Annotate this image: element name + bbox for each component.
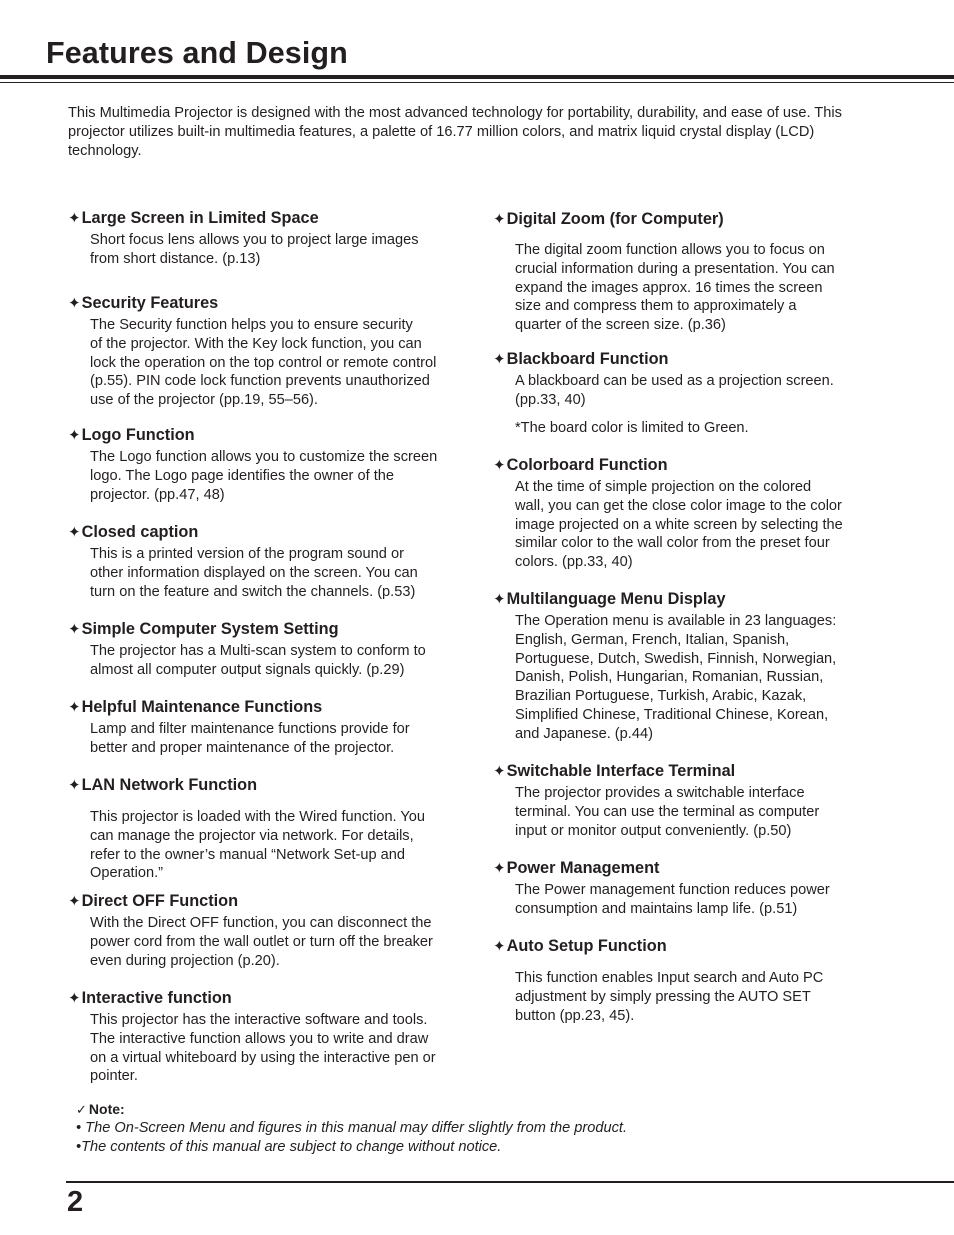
feature-heading [68, 697, 468, 718]
feature-section [493, 455, 878, 572]
four-point-star-bullet-icon: ✦ [493, 211, 506, 228]
feature-description-line: other information displayed on the screen. You can [90, 564, 418, 581]
four-point-star-bullet-icon: ✦ [68, 777, 81, 794]
feature-description-line: logo. The Logo page identifies the owner of the [90, 467, 394, 484]
feature-heading-text: LAN Network Function [81, 776, 258, 794]
feature-heading [68, 619, 468, 640]
feature-description [515, 372, 878, 410]
feature-description-line: button (pp.23, 45). [515, 1007, 635, 1024]
four-point-star-bullet-icon: ✦ [493, 938, 506, 955]
feature-description-line: size and compress them to approximately a [515, 298, 797, 315]
feature-heading-text: Closed caption [81, 523, 199, 541]
title-rule-thin [0, 82, 954, 83]
feature-description [515, 784, 878, 840]
feature-section [68, 293, 468, 410]
feature-section [493, 936, 878, 1025]
feature-heading [68, 891, 468, 912]
feature-description-line: The interactive function allows you to write and draw [90, 1030, 429, 1047]
feature-description-line: Brazilian Portuguese, Turkish, Arabic, Kazak, [515, 688, 807, 705]
feature-heading-text: Logo Function [81, 426, 195, 444]
feature-description [515, 612, 878, 744]
four-point-star-bullet-icon: ✦ [493, 457, 506, 474]
feature-description-line: This is a printed version of the program sound or [90, 546, 404, 562]
feature-heading-text: Switchable Interface Terminal [506, 762, 736, 780]
feature-description-line: wall, you can get the close color image to the color [515, 497, 842, 514]
feature-description-line: The Security function helps you to ensure security [90, 317, 413, 333]
note-line: •The contents of this manual are subject to change without notice. [76, 1139, 502, 1155]
feature-description-line: refer to the owner’s manual “Network Set-up and [90, 846, 406, 863]
feature-description-line: use of the projector (pp.19, 55–56). [90, 392, 318, 409]
feature-heading-text: Direct OFF Function [81, 892, 239, 910]
feature-heading [493, 936, 878, 957]
note-box [76, 1100, 876, 1157]
feature-heading-text: Interactive function [81, 989, 232, 1007]
feature-description-line: Simplified Chinese, Traditional Chinese, Korean, [515, 706, 829, 723]
feature-description-line: (p.55). PIN code lock function prevents unauthorized [90, 373, 430, 390]
feature-description-line: This projector has the interactive software and tools. [90, 1012, 428, 1028]
feature-heading [68, 293, 468, 314]
feature-heading [68, 775, 468, 796]
feature-heading [68, 425, 468, 446]
feature-section [68, 775, 468, 883]
feature-description-line: The projector has a Multi-scan system to conform to [90, 643, 426, 659]
feature-description-line: At the time of simple projection on the colored [515, 479, 812, 495]
feature-section [68, 425, 468, 504]
title-rule [0, 75, 954, 79]
feature-heading-text: Simple Computer System Setting [81, 620, 339, 638]
feature-description [515, 881, 878, 919]
feature-description-line: Danish, Polish, Hungarian, Romanian, Russian, [515, 669, 824, 686]
feature-heading-text: Power Management [506, 859, 660, 877]
note-label [76, 1100, 876, 1119]
feature-description-line: Portuguese, Dutch, Swedish, Finnish, Norwegian, [515, 650, 837, 667]
feature-heading [68, 522, 468, 543]
feature-description-line: expand the images approx. 16 times the screen [515, 279, 823, 296]
feature-description-line: This projector is loaded with the Wired function. You [90, 809, 426, 825]
feature-description-line: quarter of the screen size. (p.36) [515, 317, 726, 334]
four-point-star-bullet-icon: ✦ [68, 295, 81, 312]
feature-description [515, 969, 878, 1025]
feature-description-line: better and proper maintenance of the projector. [90, 739, 395, 756]
four-point-star-bullet-icon: ✦ [68, 621, 81, 638]
checkmark-icon: ✓ [76, 1102, 87, 1117]
feature-heading [493, 858, 878, 879]
feature-description-line: Operation.” [90, 865, 164, 882]
feature-section [493, 209, 878, 335]
feature-description-line: on a virtual whiteboard by using the interactive pen or [90, 1049, 436, 1066]
feature-description-line: from short distance. (p.13) [90, 250, 261, 267]
feature-section [68, 208, 468, 269]
feature-heading-text: Security Features [81, 294, 219, 312]
feature-description-line: consumption and maintains lamp life. (p.51) [515, 900, 798, 917]
feature-description [90, 448, 468, 504]
intro-paragraph: This Multimedia Projector is designed with the most advanced technology for portability, durability, and ease of use. This projector utilizes built-in multimedia features, a palette of 16.77 million colors, and matrix liquid crystal display (LCD) technology. [68, 105, 842, 159]
feature-heading-text: Multilanguage Menu Display [506, 590, 726, 608]
feature-description [90, 1011, 468, 1086]
feature-description-line: The projector provides a switchable interface [515, 785, 805, 801]
feature-heading [493, 209, 878, 230]
feature-section [493, 589, 878, 744]
page-title: Features and Design [46, 36, 348, 70]
feature-description-line: colors. (pp.33, 40) [515, 554, 633, 571]
note-line: • The On-Screen Menu and figures in this manual may differ slightly from the product. [76, 1120, 628, 1136]
feature-description-line: adjustment by simply pressing the AUTO SET [515, 988, 811, 1005]
feature-footnote: *The board color is limited to Green. [515, 419, 749, 436]
feature-description-line: of the projector. With the Key lock function, you can [90, 335, 422, 352]
feature-heading [68, 208, 468, 229]
feature-description-line: Lamp and filter maintenance functions provide for [90, 721, 410, 737]
feature-heading [68, 988, 468, 1009]
feature-description-line: and Japanese. (p.44) [515, 725, 653, 742]
feature-heading [493, 349, 878, 370]
four-point-star-bullet-icon: ✦ [493, 351, 506, 368]
feature-section [68, 697, 468, 758]
feature-description-line: turn on the feature and switch the channels. (p.53) [90, 583, 416, 600]
footer-rule [66, 1181, 954, 1183]
four-point-star-bullet-icon: ✦ [493, 591, 506, 608]
feature-section [493, 761, 878, 840]
feature-heading-text: Helpful Maintenance Functions [81, 698, 323, 716]
feature-description-line: crucial information during a presentation. You can [515, 260, 835, 277]
feature-heading [493, 761, 878, 782]
feature-description [90, 316, 468, 410]
feature-description-line: This function enables Input search and Auto PC [515, 970, 824, 986]
feature-heading [493, 455, 878, 476]
feature-heading-text: Auto Setup Function [506, 937, 667, 955]
four-point-star-bullet-icon: ✦ [493, 860, 506, 877]
feature-heading [493, 589, 878, 610]
feature-section [68, 988, 468, 1086]
feature-description-line: terminal. You can use the terminal as computer [515, 803, 820, 820]
four-point-star-bullet-icon: ✦ [68, 699, 81, 716]
feature-description-line: almost all computer output signals quickly. (p.29) [90, 661, 405, 678]
feature-description [90, 642, 468, 680]
feature-description-line: projector. (pp.47, 48) [90, 486, 225, 503]
feature-description-line: The Operation menu is available in 23 languages: [515, 613, 837, 629]
feature-description-line: even during projection (p.20). [90, 952, 280, 969]
four-point-star-bullet-icon: ✦ [68, 210, 81, 227]
four-point-star-bullet-icon: ✦ [493, 763, 506, 780]
feature-description-line: The Logo function allows you to customize the screen [90, 449, 438, 465]
feature-description [90, 720, 468, 758]
feature-description [90, 914, 468, 970]
feature-section [493, 349, 878, 437]
four-point-star-bullet-icon: ✦ [68, 524, 81, 541]
feature-section [68, 522, 468, 601]
feature-heading-text: Large Screen in Limited Space [81, 209, 319, 227]
feature-description-line: image projected on a white screen by selecting the [515, 516, 843, 533]
feature-description [90, 808, 468, 883]
feature-description-line: A blackboard can be used as a projection screen. [515, 373, 834, 389]
feature-description-line: can manage the projector via network. For details, [90, 827, 414, 844]
feature-description-line: With the Direct OFF function, you can disconnect the [90, 915, 432, 931]
feature-description-line: pointer. [90, 1068, 138, 1085]
feature-description-line: power cord from the wall outlet or turn off the breaker [90, 933, 433, 950]
feature-description-line: The digital zoom function allows you to focus on [515, 242, 825, 258]
feature-description [90, 231, 468, 269]
feature-description-line: (pp.33, 40) [515, 391, 586, 408]
feature-section [493, 858, 878, 919]
feature-description-line: The Power management function reduces power [515, 882, 830, 898]
feature-description-line: similar color to the wall color from the preset four [515, 535, 830, 552]
four-point-star-bullet-icon: ✦ [68, 990, 81, 1007]
four-point-star-bullet-icon: ✦ [68, 893, 81, 910]
feature-section [68, 619, 468, 680]
feature-description [90, 545, 468, 601]
feature-description [515, 478, 878, 572]
feature-section [68, 891, 468, 970]
feature-description-line: input or monitor output conveniently. (p.50) [515, 822, 792, 839]
feature-description-line: lock the operation on the top control or remote control [90, 354, 437, 371]
feature-description-line: Short focus lens allows you to project large images [90, 232, 419, 248]
feature-heading-text: Digital Zoom (for Computer) [506, 210, 724, 228]
note-label-text: Note: [88, 1101, 125, 1117]
feature-heading-text: Colorboard Function [506, 456, 668, 474]
feature-heading-text: Blackboard Function [506, 350, 669, 368]
feature-description-line: English, German, French, Italian, Spanish, [515, 631, 790, 648]
feature-description [515, 241, 878, 335]
page-number: 2 [67, 1186, 84, 1218]
four-point-star-bullet-icon: ✦ [68, 427, 81, 444]
